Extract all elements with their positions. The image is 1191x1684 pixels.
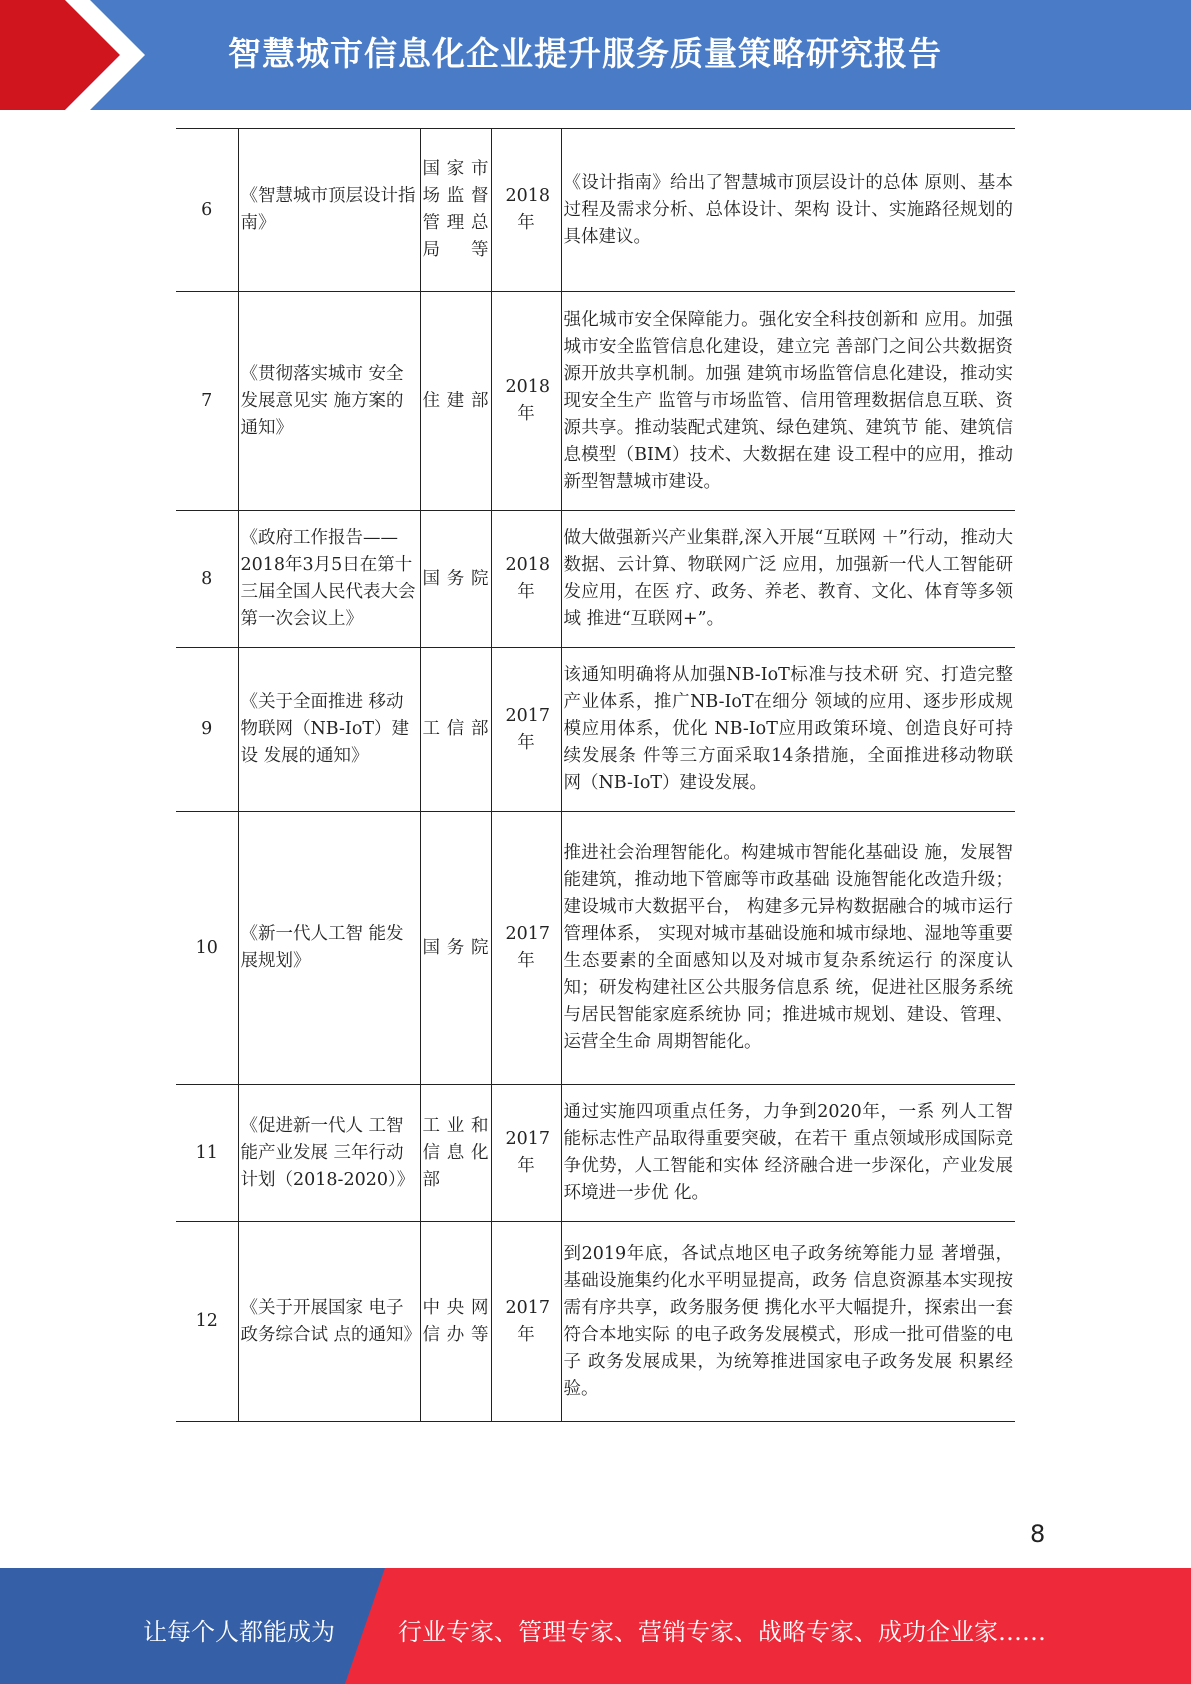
policy-name-cell: 《促进新一代人 工智能产业发展 三年行动计划（2018-2020）》 [238, 1085, 420, 1222]
policy-content-cell: 强化城市安全保障能力。强化安全科技创新和 应用。加强城市安全监管信息化建设，建立完 善部门之间公共数据资源开放共享机制。加强 建筑市场监管信息化建设，推动实现安全生产 监管与市场监管、信用管理数据信息互联、资 源共享。推动装配式建筑、绿色建筑、建筑节 能、建筑信息模型（BIM）技术、大数据在建 设工程中的应用，推动新型智慧城市建设。 [561, 292, 1015, 511]
table-row [176, 292, 1015, 511]
issuing-department-cell: 国务院 [420, 511, 491, 648]
policy-name-cell: 《关于全面推进 移动物联网（NB-IoT）建设 发展的通知》 [238, 648, 420, 812]
footer-slogan-left: 让每个人都能成为 [143, 1618, 335, 1646]
year-cell: 2017年 [491, 648, 561, 812]
header-red-arrow-icon [0, 0, 150, 110]
policy-content-cell: 到2019年底，各试点地区电子政务统筹能力显 著增强，基础设施集约化水平明显提高，政务 信息资源基本实现按需有序共享，政务服务便 携化水平大幅提升，探索出一套符合本地实际 的电子政务发展模式，形成一批可借鉴的电子 政务发展成果，为统筹推进国家电子政务发展 积累经验。 [561, 1222, 1015, 1422]
policy-name-cell: 《关于开展国家 电子政务综合试 点的通知》 [238, 1222, 420, 1422]
policy-table-body [176, 129, 1015, 1422]
page-footer [0, 1568, 1191, 1684]
policy-name-cell: 《政府工作报告——2018年3月5日在第十三届全国人民代表大会 第一次会议上》 [238, 511, 420, 648]
page-title: 智慧城市信息化企业提升服务质量策略研究报告 [228, 34, 942, 73]
row-number-cell: 9 [176, 648, 238, 812]
policy-content-cell: 做大做强新兴产业集群,深入开展“互联网 ＋”行动，推动大数据、云计算、物联网广泛 应用，加强新一代人工智能研发应用，在医 疗、政务、养老、教育、文化、体育等多领域 推进“互联网+”。 [561, 511, 1015, 648]
page-number: 8 [1030, 1520, 1046, 1548]
page-header [0, 0, 1191, 110]
table-row [176, 1085, 1015, 1222]
table-row [176, 129, 1015, 292]
year-cell: 2017年 [491, 1085, 561, 1222]
policy-table [176, 128, 1015, 1422]
issuing-department-cell: 工业和信息化部 [420, 1085, 491, 1222]
year-cell: 2017年 [491, 812, 561, 1085]
table-row [176, 1222, 1015, 1422]
row-number-cell: 12 [176, 1222, 238, 1422]
table-row [176, 648, 1015, 812]
policy-name-cell: 《智慧城市顶层设计指南》 [238, 129, 420, 292]
policy-content-cell: 该通知明确将从加强NB-IoT标准与技术研 究、打造完整产业体系，推广NB-IoT在细分 领域的应用、逐步形成规模应用体系，优化 NB-IoT应用政策环境、创造良好可持续发展条 件等三方面采取14条措施，全面推进移动物联 网（NB-IoT）建设发展。 [561, 648, 1015, 812]
row-number-cell: 8 [176, 511, 238, 648]
issuing-department-cell: 工信部 [420, 648, 491, 812]
policy-content-cell: 推进社会治理智能化。构建城市智能化基础设 施，发展智能建筑，推动地下管廊等市政基础 设施智能化改造升级；建设城市大数据平台， 构建多元异构数据融合的城市运行管理体系， 实现对城市基础设施和城市绿地、湿地等重要 生态要素的全面感知以及对城市复杂系统运行 的深度认知；研发构建社区公共服务信息系 统，促进社区服务系统与居民智能家庭系统协 同；推进城市规划、建设、管理、运营全生命 周期智能化。 [561, 812, 1015, 1085]
table-row [176, 511, 1015, 648]
row-number-cell: 7 [176, 292, 238, 511]
row-number-cell: 11 [176, 1085, 238, 1222]
policy-name-cell: 《新一代人工智 能发展规划》 [238, 812, 420, 1085]
policy-name-cell: 《贯彻落实城市 安全发展意见实 施方案的通知》 [238, 292, 420, 511]
issuing-department-cell: 住建部 [420, 292, 491, 511]
issuing-department-cell: 国家市场监督管理总局等 [420, 129, 491, 292]
year-cell: 2018年 [491, 511, 561, 648]
footer-slogan-right: 行业专家、管理专家、营销专家、战略专家、成功企业家…… [398, 1618, 1046, 1646]
policy-content-cell: 《设计指南》给出了智慧城市顶层设计的总体 原则、基本过程及需求分析、总体设计、架构 设计、实施路径规划的具体建议。 [561, 129, 1015, 292]
year-cell: 2017年 [491, 1222, 561, 1422]
table-row [176, 812, 1015, 1085]
policy-content-cell: 通过实施四项重点任务，力争到2020年，一系 列人工智能标志性产品取得重要突破，在若干 重点领域形成国际竞争优势，人工智能和实体 经济融合进一步深化，产业发展环境进一步优 化。 [561, 1085, 1015, 1222]
issuing-department-cell: 国务院 [420, 812, 491, 1085]
issuing-department-cell: 中央网信办等 [420, 1222, 491, 1422]
row-number-cell: 10 [176, 812, 238, 1085]
year-cell: 2018年 [491, 292, 561, 511]
row-number-cell: 6 [176, 129, 238, 292]
year-cell: 2018年 [491, 129, 561, 292]
